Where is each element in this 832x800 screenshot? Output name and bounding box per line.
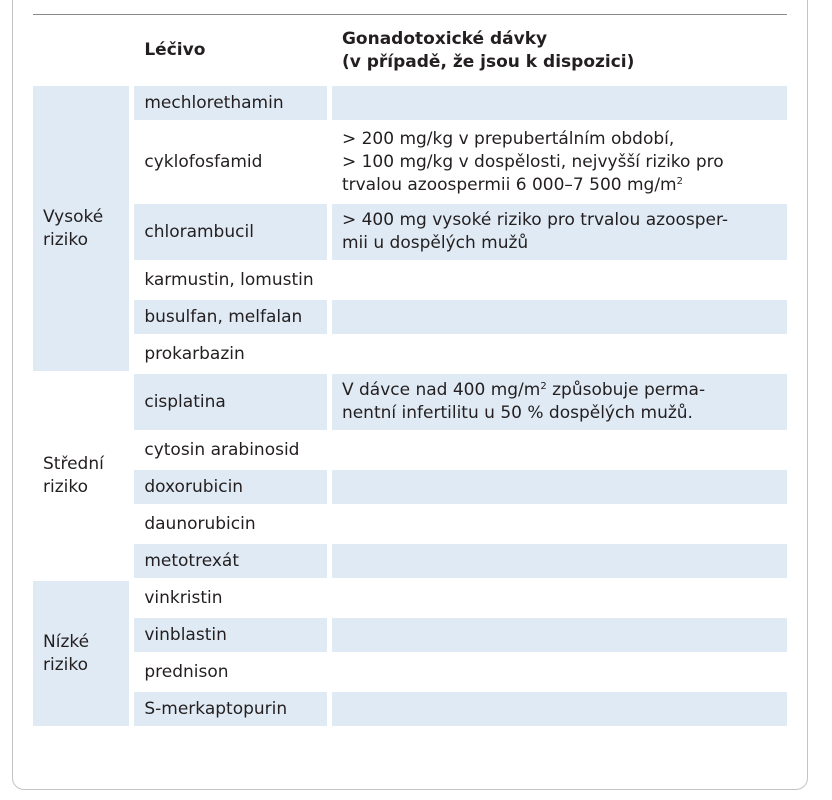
drug-cell: cyklofosfamid <box>134 123 332 201</box>
drug-cell: daunorubicin <box>134 507 332 541</box>
dose-cell <box>332 337 787 371</box>
dose-cell <box>332 123 787 201</box>
dose-cell <box>332 263 787 297</box>
dose-cell <box>332 204 787 260</box>
dose-cell <box>332 581 787 615</box>
dose-line: nentní infertilitu u 50 % dospělých mužů. <box>341 403 693 423</box>
drug-cell: cisplatina <box>134 374 332 430</box>
group-label-line1: Nízké <box>43 631 90 652</box>
dose-cell <box>332 374 787 430</box>
drug-cell: S-merkaptopurin <box>134 692 332 726</box>
group-label-high <box>33 86 134 371</box>
table-row <box>33 655 787 689</box>
group-label-line1: Vysoké <box>43 206 104 227</box>
dose-cell <box>332 300 787 334</box>
drug-cell: prokarbazin <box>134 337 332 371</box>
dose-line <box>342 174 787 197</box>
table-row <box>33 374 787 430</box>
table-row <box>33 204 787 260</box>
header-dose-line1: Gonadotoxické dávky <box>341 28 548 49</box>
header-dose <box>332 18 787 83</box>
group-label-line2: riziko <box>43 229 88 250</box>
drug-cell: mechlorethamin <box>134 86 332 120</box>
table-row <box>33 337 787 371</box>
dose-line-text: trvalou azoospermii 6 000–7 500 mg/m <box>341 174 677 195</box>
table-row <box>33 470 787 504</box>
dose-cell <box>332 692 787 726</box>
gonadotoxicity-table <box>33 15 787 729</box>
drug-cell: vinkristin <box>134 581 332 615</box>
superscript: 2 <box>540 381 547 392</box>
dose-line: > 400 mg vysoké riziko pro trvalou azoosper- <box>341 210 729 230</box>
dose-line-text: způsobuje perma- <box>546 380 706 400</box>
dose-cell <box>332 470 787 504</box>
header-dose-line2: (v případě, že jsou k dispozici) <box>341 51 635 72</box>
header-group <box>33 18 134 83</box>
table-row <box>33 581 787 615</box>
table-row <box>33 300 787 334</box>
header-drug <box>134 18 332 83</box>
table-row <box>33 618 787 652</box>
dose-cell <box>332 507 787 541</box>
drug-cell: doxorubicin <box>134 470 332 504</box>
dose-cell <box>332 655 787 689</box>
group-label-line2: riziko <box>43 477 88 497</box>
drug-cell: busulfan, melfalan <box>134 300 332 334</box>
dose-cell <box>332 433 787 467</box>
table-row <box>33 544 787 578</box>
header-drug-label: Léčivo <box>144 40 206 60</box>
group-label-line1: Střední <box>43 454 104 474</box>
dose-cell <box>332 544 787 578</box>
dose-line: > 200 mg/kg v prepubertálním období, <box>341 128 675 149</box>
dose-line: mii u dospělých mužů <box>341 233 529 253</box>
drug-cell: vinblastin <box>134 618 332 652</box>
drug-cell: chlorambucil <box>134 204 332 260</box>
group-label-low <box>33 581 134 726</box>
dose-cell <box>332 618 787 652</box>
drug-cell: prednison <box>134 655 332 689</box>
table-row <box>33 123 787 201</box>
drug-cell: metotrexát <box>134 544 332 578</box>
dose-cell <box>332 86 787 120</box>
table-row <box>33 507 787 541</box>
table-row <box>33 433 787 467</box>
dose-line-text: V dávce nad 400 mg/m <box>341 380 541 400</box>
table-header-row <box>33 18 787 83</box>
drug-cell: karmustin, lomustin <box>134 263 332 297</box>
table-row <box>33 263 787 297</box>
dose-line: > 100 mg/kg v dospělosti, nejvyšší riziko pro <box>341 151 724 172</box>
superscript: 2 <box>676 175 683 187</box>
table-row <box>33 86 787 120</box>
dose-line <box>342 379 787 402</box>
table-row <box>33 692 787 726</box>
group-label-line2: riziko <box>43 654 88 675</box>
drug-cell: cytosin arabinosid <box>134 433 332 467</box>
group-label-medium <box>33 374 134 578</box>
